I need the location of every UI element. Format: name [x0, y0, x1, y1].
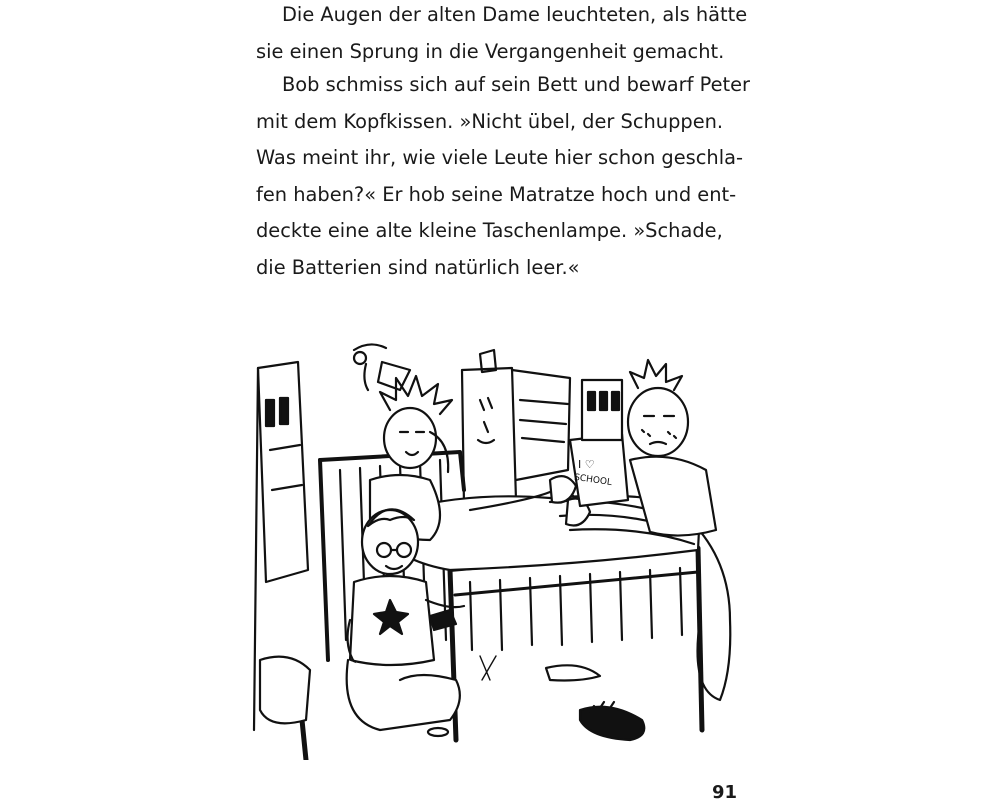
text-line: Die Augen der alten Dame leuchteten, als hätte — [282, 3, 748, 26]
wall-lamp — [354, 344, 410, 390]
text-line: sie einen Sprung in die Vergangenheit gemacht. — [256, 39, 725, 63]
bedroom-illustration — [250, 320, 750, 760]
page-number: 91 — [712, 782, 738, 803]
text-line: Bob schmiss sich auf sein Bett und bewarf Peter — [282, 73, 751, 96]
shirt-text-line-1: I ♡ — [578, 458, 595, 471]
paragraph-1 — [256, 0, 748, 70]
shirt-text-line-2: SCHOOL — [573, 472, 613, 489]
text-line: mit dem Kopfkissen. »Nicht übel, der Schuppen. — [256, 109, 724, 133]
text-line: deckte eine alte kleine Taschenlampe. »Schade, — [256, 219, 723, 242]
text-line: die Batterien sind natürlich leer.« — [256, 255, 580, 279]
text-line: fen haben?« Er hob seine Matratze hoch und ent- — [256, 182, 737, 206]
text-line: Was meint ihr, wie viele Leute hier schon geschla- — [256, 146, 743, 169]
paragraph-2 — [256, 67, 751, 286]
